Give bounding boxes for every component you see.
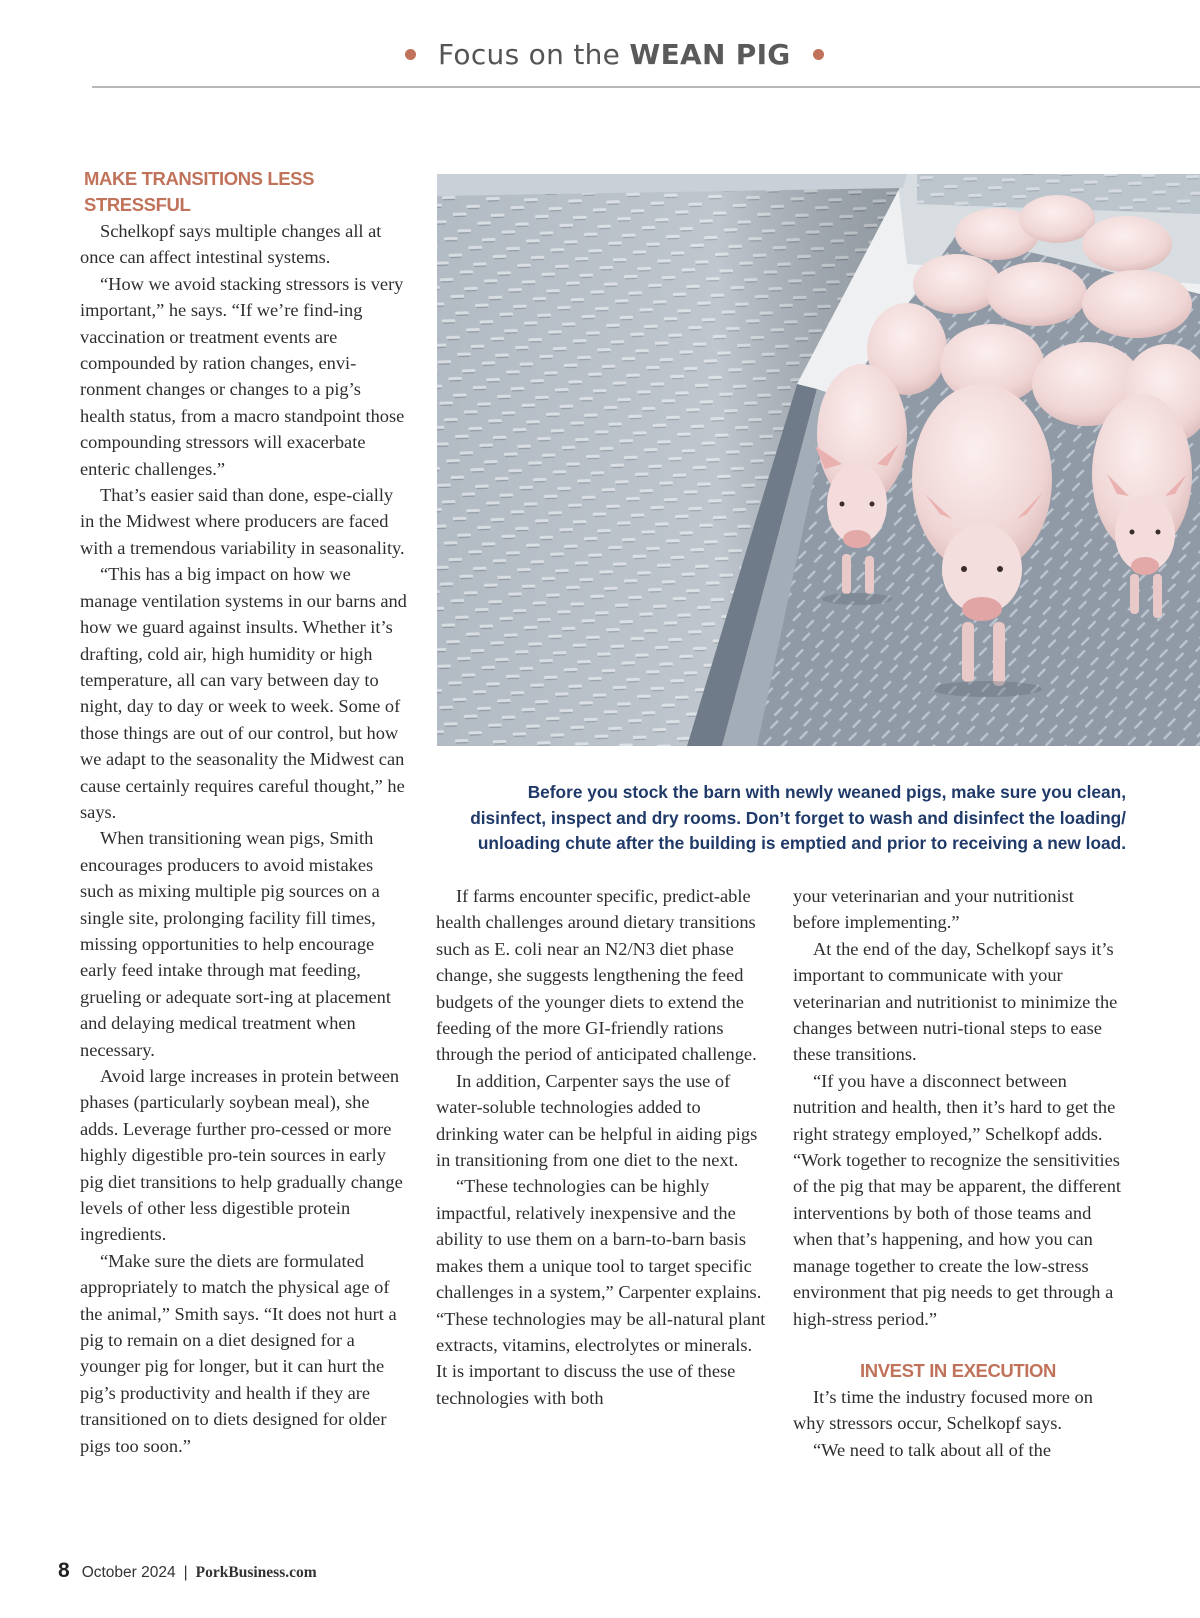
page-number: 8 [58, 1559, 70, 1582]
article-photo-piglets [437, 174, 1200, 746]
page-footer [58, 1559, 317, 1589]
issue-date: October 2024 [81, 1564, 176, 1581]
caption-line: disinfect, inspect and dry rooms. Don’t forget to wash and disinfect the loading/ [470, 807, 1126, 828]
paragraph: It’s time the industry focused more on why stressors occur, Schelkopf says. [793, 1386, 1093, 1434]
paragraph: If farms encounter specific, predict-able health challenges around dietary transitions such as E. coli near an N2/N3 diet phase change, she suggests lengthening the feed budgets of the younger diets to extend the feeding of the more GI-friendly rations through the period of anticipated challenge. [436, 886, 757, 1065]
paragraph: “This has a big impact on how we manage ventilation systems in our barns and how we guard against insults. Whether it’s drafting, cold air, high humidity or high temperature, all can vary between day to night, day to day or week to week. Some of those things are out of our control, but how we adapt to the seasonality the Midwest can cause certainly requires careful thought,” he says. [80, 564, 407, 822]
section-title-main: WEAN PIG [629, 37, 791, 71]
bullet-dot-icon [813, 49, 824, 60]
running-header [0, 34, 1200, 74]
photo-icon [437, 174, 1200, 746]
section-title-prefix: Focus on the [438, 37, 621, 71]
running-header-inner [405, 34, 824, 74]
article-column-1 [80, 166, 410, 1459]
paragraph: “Make sure the diets are formulated appropriately to match the physical age of the animal,” Smith says. “It does not hurt a pig to remain on a diet designed for a younger pig for longer, but it can hurt the pig’s productivity and health if they are transitioned on to diets designed for older pigs too soon.” [80, 1250, 397, 1456]
paragraph: In addition, Carpenter says the use of water-soluble technologies added to drinking water can be helpful in aiding pigs in transitioning from one diet to the next. [436, 1070, 758, 1171]
header-rule [92, 86, 1200, 88]
paragraph: your veterinarian and your nutritionist before implementing.” [793, 886, 1074, 933]
photo-caption [440, 780, 1126, 857]
bullet-dot-icon [405, 49, 416, 60]
paragraph: “If you have a disconnect between nutrition and health, then it’s hard to get the right strategy employed,” Schelkopf adds. “Work together to recognize the sensitivities of the pig that may be apparent, the different interventions by both of those teams and when that’s happening, and how you can manage together to create the low-stress environment that pig needs to get through a high-stress period.” [793, 1070, 1122, 1329]
paragraph: When transitioning wean pigs, Smith encourages producers to avoid mistakes such as mixing multiple pig sources on a single site, prolonging facility fill times, missing opportunities to help encourage early feed intake through mat feeding, grueling or adequate sort-ing at placement and delaying medical treatment when necessary. [80, 828, 391, 1060]
caption-line: unloading chute after the building is emptied and prior to receiving a new load. [477, 833, 1126, 853]
subhead-make-transitions: MAKE TRANSITIONS LESS STRESSFUL [84, 168, 315, 215]
section-title [438, 38, 791, 71]
article-column-3 [793, 883, 1123, 1463]
paragraph: “We need to talk about all of the [813, 1439, 1052, 1460]
publication-site: PorkBusiness.com [195, 1564, 317, 1581]
footer-separator: | [183, 1564, 188, 1581]
paragraph: That’s easier said than done, espe-cially in the Midwest where producers are faced with a tremendous variability in seasonality. [80, 485, 405, 558]
caption-line: Before you stock the barn with newly weaned pigs, make sure you clean, [527, 782, 1126, 802]
paragraph: Schelkopf says multiple changes all at once can affect intestinal systems. [80, 221, 382, 268]
paragraph: At the end of the day, Schelkopf says it’s important to communicate with your veterinarian and nutritionist to minimize the changes between nutri-tional steps to ease these transitions. [793, 938, 1118, 1065]
paragraph: “These technologies can be highly impactful, relatively inexpensive and the ability to use them on a barn-to-barn basis makes them a unique tool to target specific challenges in a system,” Carpenter explains. “These technologies may be all-natural plant extracts, vitamins, electrolytes or minerals. It is important to discuss the use of these technologies with both [436, 1176, 766, 1408]
paragraph: “How we avoid stacking stressors is very important,” he says. “If we’re find-ing vaccination or treatment events are compounded by ration changes, envi-ronment changes or changes to a pig’s health status, from a macro standpoint those compounding stressors will exacerbate enteric challenges.” [80, 273, 405, 479]
subhead-invest-in-execution: INVEST IN EXECUTION [860, 1359, 1056, 1381]
article-column-2 [436, 883, 766, 1411]
paragraph: Avoid large increases in protein between phases (particularly soybean meal), she adds. Leverage further pro-cessed or more highly digestible pro-tein sources in early pig diet transitions to help gradually change levels of other less digestible protein ingredients. [80, 1066, 403, 1245]
